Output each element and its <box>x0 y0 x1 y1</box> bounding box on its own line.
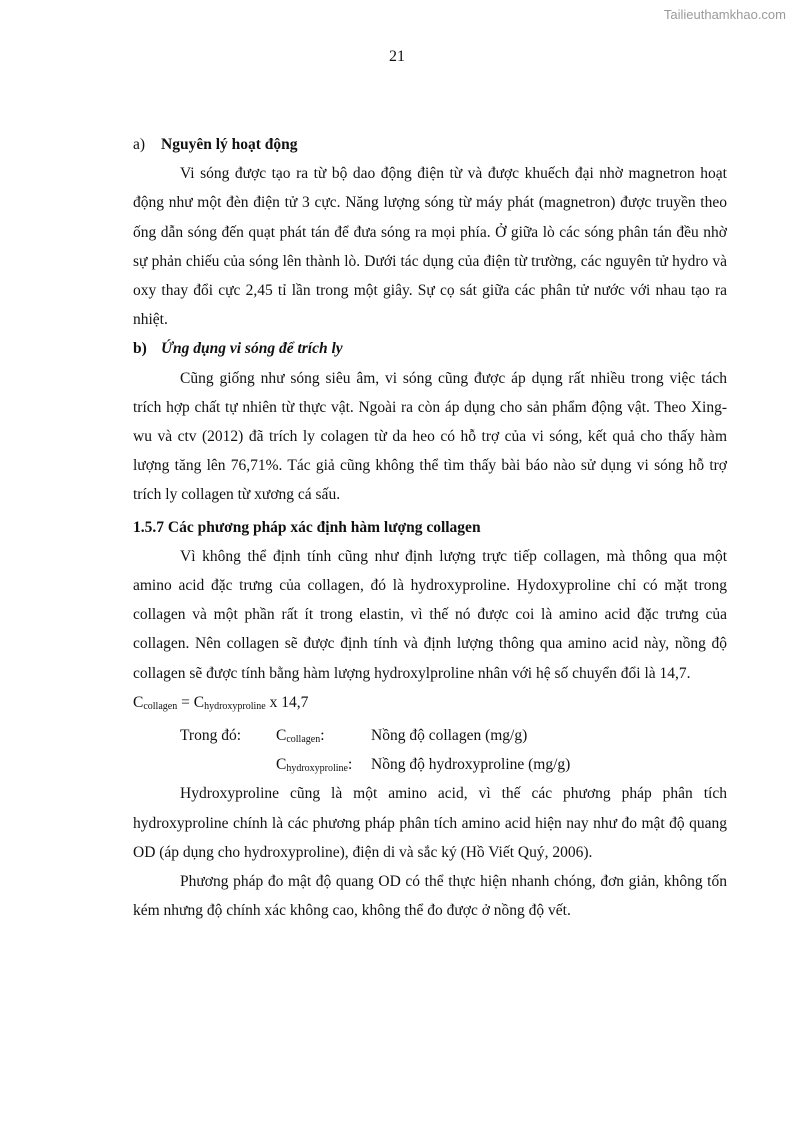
paragraph-157-2: Hydroxyproline cũng là một amino acid, vì thế các phương pháp phân tích hydroxyproline chính là các phương pháp phân tích amino acid hiện nay như đo mật độ quang OD (áp dụng cho hydroxyproline), điện di và sắc ký (Hồ Viết Quý, 2006). <box>133 785 727 861</box>
paragraph-157-1: Vì không thể định tính cũng như định lượng trực tiếp collagen, mà thông qua một amino acid đặc trưng của collagen, đó là hydroxyproline. Hydoxyproline chỉ có mặt trong collagen và một phần rất ít trong elastin, vì thế nó được coi là amino acid đặc trưng của collagen. Nên collagen sẽ được định tính và định lượng thông qua amino acid này, nồng độ collagen sẽ được tính bằng hàm lượng hydroxylproline nhân với hệ số chuyển đổi là 14,7. <box>133 547 727 682</box>
def1-symbol: $C_{collagen}$: <box>276 727 325 746</box>
formula-equals: = C <box>177 693 205 711</box>
heading-a <box>133 130 727 159</box>
paragraph-b: Cũng giống như sóng siêu âm, vi sóng cũng được áp dụng rất nhiều trong việc tách trích hợp chất tự nhiên từ thực vật. Ngoài ra còn áp dụng cho sản phẩm động vật. Theo Xing-wu và ctv (2012) đã trích ly colagen từ da heo có hỗ trợ của vi sóng, kết quả cho thấy hàm lượng tăng lên 76,71%. Tác giả cũng không thể tìm thấy bài báo nào sử dụng vi sóng hỗ trợ trích ly collagen từ xương cá sấu. <box>133 369 727 504</box>
formula-tail: x 14,7 <box>265 693 309 711</box>
formula-c-left: C <box>133 693 144 711</box>
heading-a-title: Nguyên lý hoạt động <box>161 136 298 153</box>
formula <box>133 688 727 721</box>
formula-sub-left: collagen <box>143 700 178 712</box>
definition-row-1 <box>133 721 727 750</box>
heading-b-title: Ứng dụng vi sóng để trích ly <box>161 340 343 358</box>
formula-sub-right: hydroxyproline <box>204 700 266 712</box>
watermark: Tailieuthamkhao.com <box>663 7 786 22</box>
paragraph-a: Vi sóng được tạo ra từ bộ dao động điện từ và được khuếch đại nhờ magnetron hoạt động như một đèn điện tử 3 cực. Năng lượng sóng từ máy phát (magnetron) được truyền theo ống dẫn sóng đến quạt phát tán để đưa sóng ra mọi phía. Ở giữa lò các sóng phân tán đều nhờ sự phản chiếu của sóng lên thành lò. Dưới tác dụng của điện từ trường, các nguyên tử hydro và oxy thay đổi cực 2,45 tỉ lần trong một giây. Sự cọ sát giữa các phân tử nước với nhau tạo ra nhiệt. <box>133 165 727 329</box>
def2-symbol: $C_{hydroxyproline}$: <box>276 756 353 775</box>
definition-row-2 <box>133 750 727 779</box>
paragraph-157-3: Phương pháp đo mật độ quang OD có thể thực hiện nhanh chóng, đơn giản, không tốn kém nhưng độ chính xác không cao, không thể đo được ở nồng độ vết. <box>133 873 727 920</box>
heading-a-marker: a) <box>133 136 146 153</box>
heading-b-marker: b) <box>133 340 147 358</box>
def2-text: Nồng độ hydroxyproline (mg/g) <box>371 756 571 774</box>
document-body <box>133 130 727 925</box>
where-label: Trong đó: <box>180 727 242 745</box>
section-157-heading: 1.5.7 Các phương pháp xác định hàm lượng collagen <box>133 518 481 536</box>
heading-b <box>133 334 727 363</box>
def1-text: Nồng độ collagen (mg/g) <box>371 727 528 745</box>
page-number: 21 <box>389 48 405 65</box>
